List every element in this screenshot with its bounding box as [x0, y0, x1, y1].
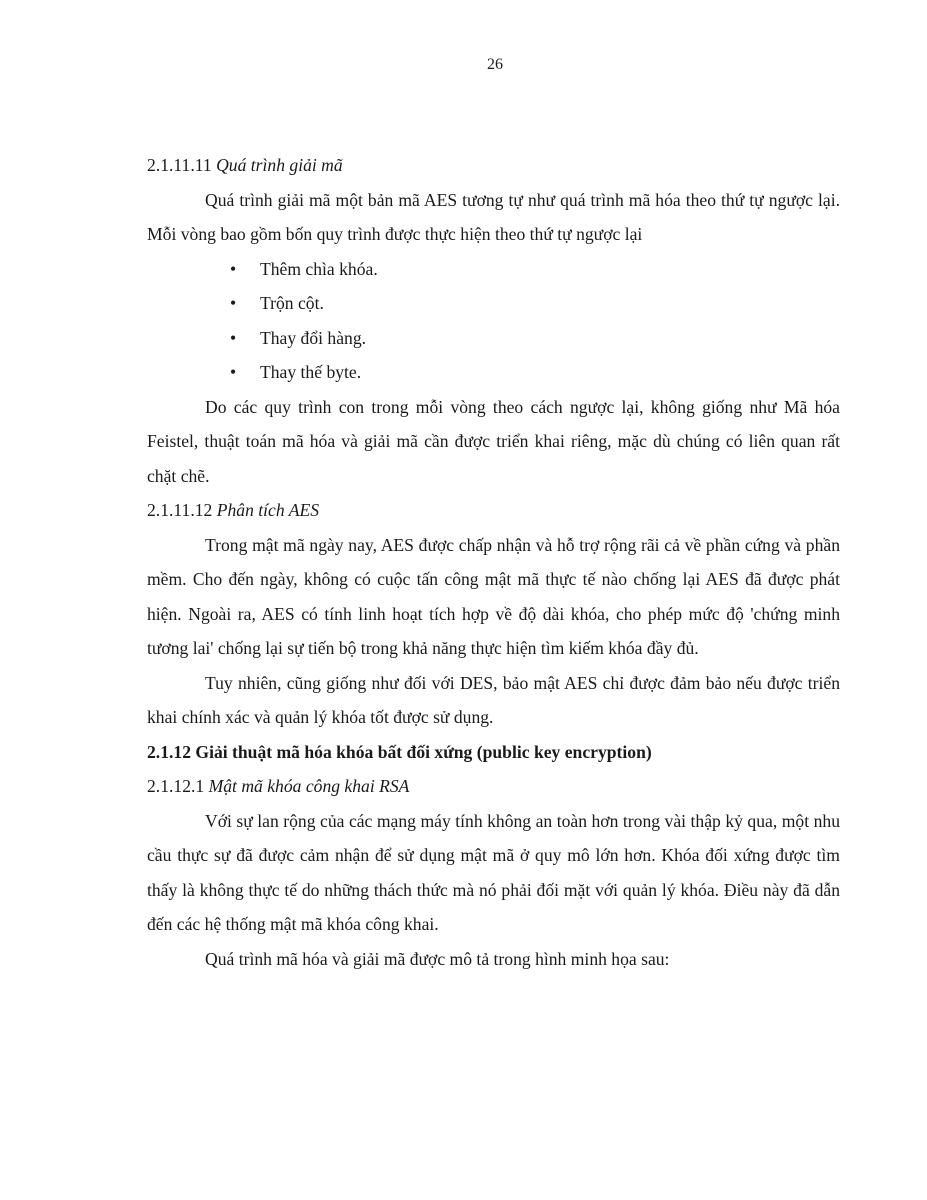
bullet-icon: • — [230, 362, 237, 382]
heading-number: 2.1.12.1 — [147, 776, 205, 796]
bullet-icon: • — [230, 293, 237, 313]
heading-aes-analysis — [147, 493, 840, 528]
heading-decryption-process — [147, 148, 840, 183]
heading-rsa — [147, 769, 840, 804]
list-item — [147, 321, 840, 356]
heading-title: Phân tích AES — [216, 500, 320, 520]
list-item — [147, 286, 840, 321]
paragraph-feistel-comparison: Do các quy trình con trong mỗi vòng theo cách ngược lại, không giống như Mã hóa Feistel, thuật toán mã hóa và giải mã cần được triển khai riêng, mặc dù chúng có liên quan rất chặt chẽ. — [147, 396, 840, 486]
paragraph-figure-intro: Quá trình mã hóa và giải mã được mô tả trong hình minh họa sau: — [205, 948, 670, 969]
paragraph-aes-security: Tuy nhiên, cũng giống như đối với DES, bảo mật AES chỉ được đảm bảo nếu được triển khai chính xác và quản lý khóa tốt được sử dụng. — [147, 672, 840, 727]
list-item-text: Thêm chìa khóa. — [260, 258, 378, 279]
paragraph-aes-adoption: Trong mật mã ngày nay, AES được chấp nhận và hỗ trợ rộng rãi cả về phần cứng và phần mềm. Cho đến ngày, không có cuộc tấn công mật mã thực tế nào chống lại AES đã được phát hiện. Ngoài ra, AES có tính linh hoạt tích hợp về độ dài khóa, cho phép mức độ 'chứng minh tương lai' chống lại sự tiến bộ trong khả năng thực hiện tìm kiếm khóa đầy đủ. — [147, 534, 840, 658]
bullet-icon: • — [230, 258, 237, 279]
heading-number: 2.1.11.11 — [147, 155, 212, 175]
list-item-text: Thay đổi hàng. — [260, 327, 367, 348]
list-item-text: Thay thế byte. — [260, 362, 362, 382]
list-item — [147, 355, 840, 390]
list-item-text: Trộn cột. — [260, 293, 324, 313]
page-number: 26 — [487, 56, 503, 73]
heading-public-key-encryption: 2.1.12 Giải thuật mã hóa khóa bất đối xứng (public key encryption) — [147, 741, 652, 762]
heading-title: Quá trình giải mã — [216, 155, 343, 175]
bullet-list-round-steps — [147, 252, 840, 390]
paragraph-decryption-intro: Quá trình giải mã một bản mã AES tương tự như quá trình mã hóa theo thứ tự ngược lại. Mỗi vòng bao gồm bốn quy trình được thực hiện theo thứ tự ngược lại — [147, 189, 840, 244]
list-item — [147, 252, 840, 287]
heading-title: Mật mã khóa công khai RSA — [208, 776, 410, 796]
bullet-icon: • — [230, 327, 237, 348]
page-body — [147, 148, 840, 976]
heading-number: 2.1.11.12 — [147, 500, 213, 520]
paragraph-rsa-intro: Với sự lan rộng của các mạng máy tính không an toàn hơn trong vài thập kỷ qua, một nhu cầu thực sự đã được cảm nhận để sử dụng mật mã ở quy mô lớn hơn. Khóa đối xứng được tìm thấy là không thực tế do những thách thức mà nó phải đối mặt với quản lý khóa. Điều này đã dẫn đến các hệ thống mật mã khóa công khai. — [147, 810, 840, 934]
